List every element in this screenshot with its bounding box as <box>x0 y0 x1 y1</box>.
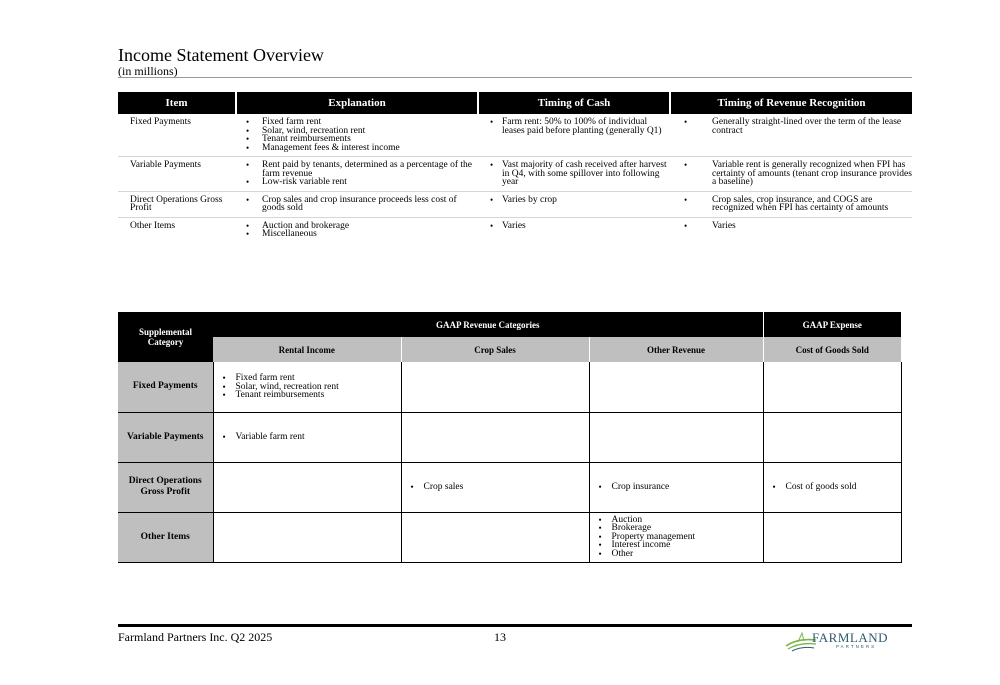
row-item-label: Fixed Payments <box>118 114 236 157</box>
explanation-list <box>236 118 478 152</box>
row-item-label: Other Items <box>130 220 176 231</box>
cell-cogs <box>763 462 901 512</box>
revenue-list <box>670 196 912 213</box>
subheader-cost-of-goods-sold: Cost of Goods Sold <box>763 337 901 362</box>
subheader-crop-sales: Crop Sales <box>401 337 589 362</box>
col-header-timing-cash: Timing of Cash <box>478 92 670 114</box>
footer-divider <box>118 624 912 627</box>
col-header-supplemental-category: Supplemental Category <box>118 312 213 362</box>
bullet-item: • Crop sales <box>402 483 589 492</box>
bullet-item: • Crop sales and crop insurance proceeds less cost of goods sold <box>236 196 478 213</box>
row-cash-cell <box>478 191 670 217</box>
row-explanation-cell <box>236 191 478 217</box>
cash-list <box>478 118 670 135</box>
table-row <box>118 191 912 217</box>
cell-cogs <box>763 362 901 412</box>
cell-crop <box>401 512 589 562</box>
table-row <box>118 217 912 243</box>
col-header-gaap-expense: GAAP Expense <box>763 312 901 337</box>
bullet-item: • Auction <box>590 516 763 525</box>
cell-crop <box>401 362 589 412</box>
cell-crop <box>401 462 589 512</box>
bullet-item: • Solar, wind, recreation rent <box>236 127 478 136</box>
explanation-list <box>236 196 478 213</box>
row-cash-cell <box>478 217 670 243</box>
row-explanation-cell <box>236 114 478 157</box>
bullet-item: • Other <box>590 550 763 559</box>
cash-list <box>478 161 670 187</box>
bullet-item: • Variable farm rent <box>214 433 401 442</box>
other-list <box>590 483 763 492</box>
bullet-item: • Management fees & interest income <box>236 144 478 153</box>
page-subtitle: (in millions) <box>118 64 178 78</box>
other-list <box>590 516 763 559</box>
title-divider <box>118 77 912 78</box>
bullet-item: • Cost of goods sold <box>764 483 901 492</box>
bullet-item: • Variable rent is generally recognized when FPI has certainty of amounts (tenant crop insurance provides a baseline) <box>670 161 912 187</box>
cell-crop <box>401 412 589 462</box>
page-number: 13 <box>494 630 506 644</box>
bullet-item: • Fixed farm rent <box>214 374 401 383</box>
table-row <box>118 157 912 192</box>
col-header-gaap-revenue: GAAP Revenue Categories <box>213 312 763 337</box>
cash-list <box>478 196 670 205</box>
logo-subtext: PARTNERS <box>836 644 877 649</box>
logo-wordmark: FARMLAND <box>812 630 888 645</box>
cash-list <box>478 222 670 231</box>
row-cash-cell <box>478 157 670 192</box>
row-explanation-cell <box>236 217 478 243</box>
row-explanation-cell <box>236 157 478 192</box>
row-revenue-cell <box>670 114 912 157</box>
cell-rental <box>213 412 401 462</box>
category-label: Fixed Payments <box>118 362 213 412</box>
table-row <box>118 362 901 412</box>
income-statement-table <box>118 92 912 243</box>
bullet-item: • Crop insurance <box>590 483 763 492</box>
bullet-item: • Solar, wind, recreation rent <box>214 383 401 392</box>
row-cash-cell <box>478 114 670 157</box>
bullet-item: • Generally straight-lined over the term of the lease contract <box>670 118 912 135</box>
category-label: Other Items <box>118 512 213 562</box>
col-header-item: Item <box>118 92 236 114</box>
col-header-explanation: Explanation <box>236 92 478 114</box>
bullet-item: • Rent paid by tenants, determined as a percentage of the farm revenue <box>236 161 478 178</box>
bullet-item: • Varies by crop <box>478 196 670 205</box>
bullet-item: • Miscellaneous <box>236 230 478 239</box>
explanation-list <box>236 161 478 187</box>
category-label: Variable Payments <box>118 412 213 462</box>
bullet-item: • Tenant reimbursements <box>214 391 401 400</box>
cell-other <box>589 412 763 462</box>
cell-rental <box>213 512 401 562</box>
page-title: Income Statement Overview <box>118 45 324 65</box>
revenue-list <box>670 222 912 231</box>
cogs-list <box>764 483 901 492</box>
bullet-item: • Property management <box>590 533 763 542</box>
row-revenue-cell <box>670 157 912 192</box>
row-revenue-cell <box>670 191 912 217</box>
revenue-list <box>670 118 912 135</box>
footer-company: Farmland Partners Inc. Q2 2025 <box>118 630 273 644</box>
crop-list <box>402 483 589 492</box>
cell-other <box>589 512 763 562</box>
rental-list <box>214 433 401 442</box>
cell-cogs <box>763 512 901 562</box>
revenue-list <box>670 161 912 187</box>
bullet-item: • Tenant reimbursements <box>236 135 478 144</box>
category-label: Direct Operations Gross Profit <box>118 462 213 512</box>
table-row <box>118 412 901 462</box>
bullet-item: • Brokerage <box>590 524 763 533</box>
bullet-item: • Interest income <box>590 541 763 550</box>
bullet-item: • Varies <box>478 222 670 231</box>
cell-cogs <box>763 412 901 462</box>
col-header-timing-revenue: Timing of Revenue Recognition <box>670 92 912 114</box>
row-revenue-cell <box>670 217 912 243</box>
bullet-item: • Crop sales, crop insurance, and COGS are recognized when FPI has certainty of amounts <box>670 196 912 213</box>
subheader-rental-income: Rental Income <box>213 337 401 362</box>
explanation-list <box>236 222 478 239</box>
row-item-label: Variable Payments <box>118 157 236 192</box>
bullet-item: • Vast majority of cash received after harvest in Q4, with some spillover into following year <box>478 161 670 187</box>
bullet-item: • Auction and brokerage <box>236 222 478 231</box>
table-row <box>118 114 912 157</box>
rental-list <box>214 374 401 400</box>
subheader-other-revenue: Other Revenue <box>589 337 763 362</box>
farmland-partners-logo <box>784 630 902 652</box>
cell-other <box>589 462 763 512</box>
gaap-mapping-table <box>118 312 902 563</box>
cell-rental <box>213 362 401 412</box>
cell-rental <box>213 462 401 512</box>
cell-other <box>589 362 763 412</box>
bullet-item: • Farm rent: 50% to 100% of individual leases paid before planting (generally Q1) <box>478 118 670 135</box>
table-row <box>118 512 901 562</box>
row-item-label: Direct Operations Gross Profit <box>118 191 236 217</box>
bullet-item: • Low-risk variable rent <box>236 178 478 187</box>
bullet-item: • Fixed farm rent <box>236 118 478 127</box>
bullet-item: • Varies <box>670 222 912 231</box>
table-row <box>118 462 901 512</box>
